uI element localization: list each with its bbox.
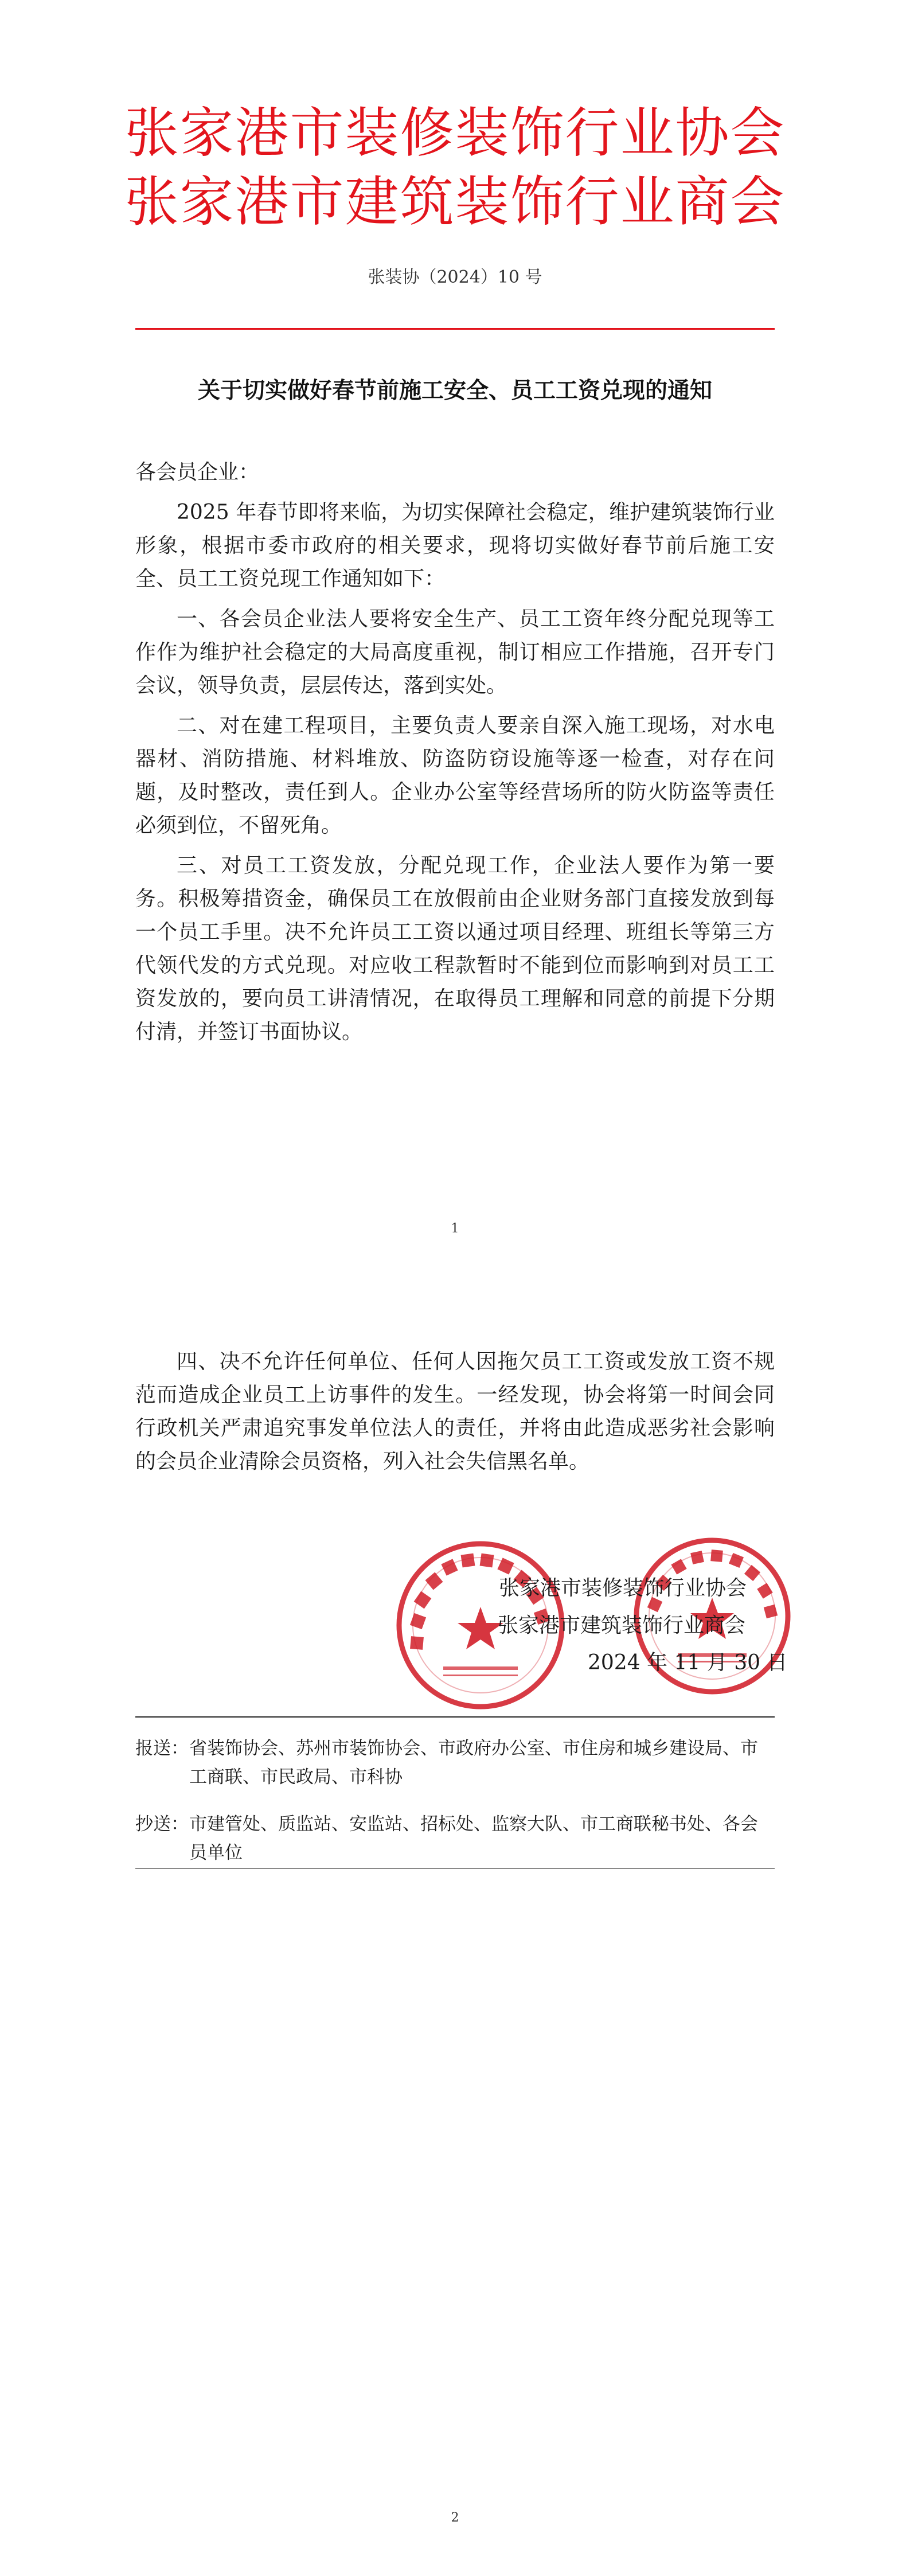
body-paragraph-item-4: 四、决不允许任何单位、任何人因拖欠员工工资或发放工资不规范而造成企业员工上访事件的发生。一经发现，协会将第一时间会同行政机关严肃追究事发单位法人的责任，并将由此造成恶劣社会影响的会员企业清除会员资格，列入社会失信黑名单。 <box>135 1350 775 1473</box>
body-paragraph-item-3: 三、对员工工资发放，分配兑现工作，企业法人要作为第一要务。积极筹措资金，确保员工在放假前由企业财务部门直接发放到每一个员工手里。决不允许员工工资以通过项目经理、班组长等第三方代领代发的方式兑现。对应收工程款暂时不能到位而影响到对员工工资发放的，要向员工讲清情况，在取得员工理解和同意的前提下分期付清，并签订书面协议。 <box>135 854 775 1044</box>
letterhead-title-association: 张家港市装修装饰行业协会 <box>124 102 786 165</box>
cc-label: 抄送： <box>135 1814 189 1835</box>
body-paragraph-item-1: 一、各会员企业法人要将安全生产、员工工资年终分配兑现等工作作为维护社会稳定的大局高度重视，制订相应工作措施，召开专门会议，领导负责，层层传达，落到实处。 <box>135 607 775 697</box>
body-paragraph-intro: 2025 年春节即将来临，为切实保障社会稳定，维护建筑装饰行业形象，根据市委市政府的相关要求，现将切实做好春节前后施工安全、员工工资兑现工作通知如下： <box>135 501 775 591</box>
report-to-label: 报送： <box>135 1738 189 1759</box>
distribution-bottom-rule <box>135 1868 775 1869</box>
letterhead-title-chamber: 张家港市建筑装饰行业商会 <box>124 171 786 233</box>
notice-title: 关于切实做好春节前施工安全、员工工资兑现的通知 <box>197 377 712 404</box>
letterhead-red-rule <box>135 328 775 330</box>
signature-date: 2024 年 11 月 30 日 <box>588 1651 788 1675</box>
signature-org-chamber: 张家港市建筑装饰行业商会 <box>498 1614 746 1637</box>
distribution-top-rule <box>135 1716 775 1718</box>
document-number: 张装协（2024）10 号 <box>368 267 542 287</box>
page-2 <box>0 1288 910 2576</box>
report-to-list: 省装饰协会、苏州市装饰协会、市政府办公室、市住房和城乡建设局、市工商联、市民政局、市科协 <box>189 1738 758 1787</box>
cc-list: 市建管处、质监站、安监站、招标处、监察大队、市工商联秘书处、各会员单位 <box>189 1814 758 1863</box>
notice-body <box>135 456 775 1056</box>
page-number: 2 <box>451 2511 459 2525</box>
signature-org-association: 张家港市装修装饰行业协会 <box>499 1576 747 1600</box>
body-paragraph-item-2: 二、对在建工程项目，主要负责人要亲自深入施工现场，对水电器材、消防措施、材料堆放、防盗防窃设施等逐一检查，对存在问题，及时整改，责任到人。企业办公室等经营场所的防火防盗等责任必须到位，不留死角。 <box>135 714 775 837</box>
notice-body-continued <box>135 1345 775 1478</box>
page-number: 1 <box>451 1221 459 1236</box>
salutation: 各会员企业： <box>135 460 260 484</box>
